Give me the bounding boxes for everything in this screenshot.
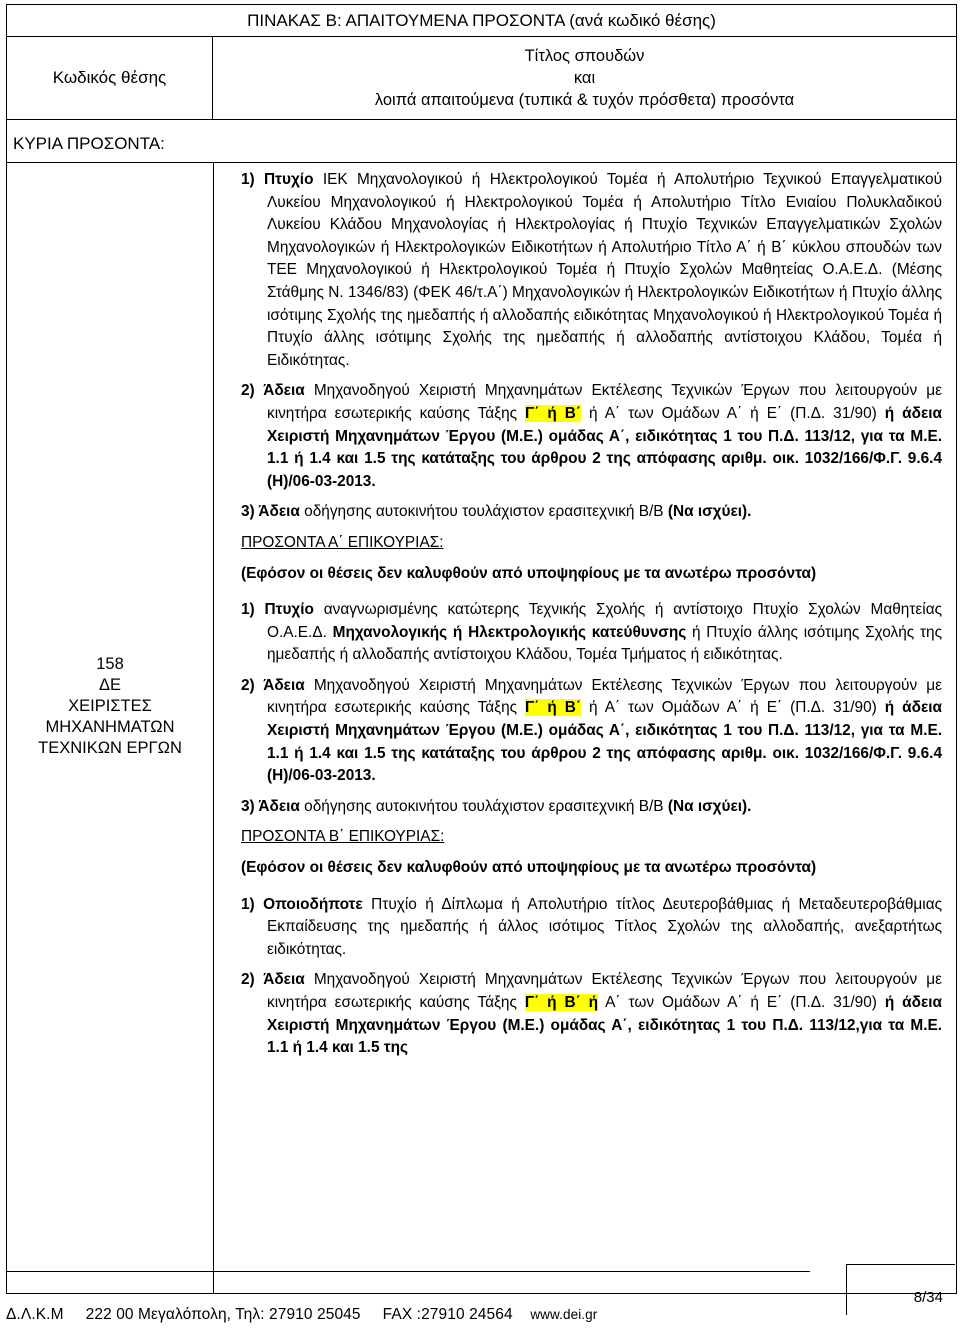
page-number-box	[846, 1264, 955, 1315]
position-name-3: ΤΕΧΝΙΚΩΝ ΕΡΓΩΝ	[38, 738, 182, 757]
position-name-1: ΧΕΙΡΙΣΤΕΣ	[68, 696, 152, 715]
aux-a-item-3: 3) Άδεια οδήγησης αυτοκινήτου τουλάχιστον ερασιτεχνική Β/Β (Να ισχύει).	[241, 797, 752, 815]
column-divider	[213, 163, 214, 1293]
main-item-1: 1) Πτυχίο ΙΕΚ Μηχανολογικού ή Ηλεκτρολογικού Τομέα ή Απολυτήριο Τεχνικού Επαγγελματικού Λυκείου Μηχανολογικού ή Ηλεκτρολογικού Τομέα ή Απολυτήριο Τίτλο Ενιαίου Πολυκλαδικού Λυκείου Κλάδου Μηχανολογίας ή Ηλεκτρολογίας ή Πτυχίο Τεχνικών Επαγγελματικών Σχολών Μηχανολογικών ή Ηλεκτρολογικών Ειδικοτήτων ή Απολυτήριο Τίτλο Α΄ ή Β΄ κύκλου σπουδών των ΤΕΕ Μηχανολογικού ή Ηλεκτρολογικού Τομέα ή Πτυχίο Σχολών Μαθητείας Ο.Α.Ε.Δ. (Μέσης Στάθμης Ν. 1346/83) (ΦΕΚ 46/τ.Α΄) Μηχανολογικών ή Ηλεκτρολογικών Ειδικοτήτων ή Πτυχίο άλλης ισότιμης Σχολής της ημεδαπής ή αλλοδαπής ειδικότητας Μηχανολογικού ή Ηλεκτρολογικού Τομέα ή Πτυχίο άλλης ισότιμης Σχολής της ημεδαπής ή αλλοδαπής αντίστοιχου Κλάδου, Τομέα ή Ειδικότητας.	[241, 171, 943, 369]
main-item-2: 2) Άδεια Μηχανοδηγού Χειριστή Μηχανημάτων Εκτέλεσης Τεχνικών Έργων που λειτουργούν με κινητήρα εσωτερικής καύσης Τάξης Γ΄ ή Β΄ ή Α΄ των Ομάδων Α΄ ή Ε΄ (Π.Δ. 31/90) ή άδεια Χειριστή Μηχανημάτων Έργου (Μ.Ε.) ομάδας Α΄, ειδικότητας 1 του Π.Δ. 113/12, για τα Μ.Ε. 1.1 ή 1.4 και 1.5 της κατάταξης του άρθρου 2 της απόφασης αριθμ. οικ. 1032/166/Φ.Γ. 9.6.4 (Η)/06-03-2013.	[241, 382, 943, 490]
aux-b-note: (Εφόσον οι θέσεις δεν καλυφθούν από υποψηφίους με τα ανωτέρω προσόντα)	[241, 859, 817, 877]
main-qualifications-label: ΚΥΡΙΑ ΠΡΟΣΟΝΤΑ:	[7, 120, 957, 163]
footer-rule	[6, 1271, 810, 1272]
column-header-code: Κωδικός θέσης	[7, 37, 213, 120]
aux-a-note: (Εφόσον οι θέσεις δεν καλυφθούν από υποψηφίους με τα ανωτέρω προσόντα)	[241, 564, 817, 582]
footer	[6, 1306, 597, 1324]
body-cell	[7, 163, 957, 1294]
page-number: 8/34	[913, 1289, 943, 1306]
footer-org: Δ.Λ.Κ.Μ	[6, 1306, 64, 1323]
qualifications-table	[6, 4, 957, 1294]
main-item-3: 3) Άδεια οδήγησης αυτοκινήτου τουλάχιστον ερασιτεχνική Β/Β (Να ισχύει).	[241, 503, 752, 521]
column-header-qualifications: Τίτλος σπουδών και λοιπά απαιτούμενα (τυπικά & τυχόν πρόσθετα) προσόντα	[213, 37, 957, 120]
aux-b-heading: ΠΡΟΣΟΝΤΑ Β΄ ΕΠΙΚΟΥΡΙΑΣ:	[241, 828, 445, 846]
aux-b-item-1: 1) Οποιοδήποτε Πτυχίο ή Δίπλωμα ή Απολυτήριο τίτλος Δευτεροβάθμιας ή Μεταδευτεροβάθμιας Εκπαίδευσης της ημεδαπής ή άλλος ισότιμος Τίτλος Σχολών της αλλοδαπής, ανεξαρτήτως ειδικότητας.	[241, 895, 943, 958]
footer-address: 222 00 Μεγαλόπολη, Τηλ: 27910 25045	[85, 1306, 361, 1323]
position-code-cell	[7, 163, 213, 1293]
position-code: 158	[96, 654, 124, 673]
aux-b-item-2: 2) Άδεια Μηχανοδηγού Χειριστή Μηχανημάτων Εκτέλεσης Τεχνικών Έργων που λειτουργούν με κινητήρα εσωτερικής καύσης Τάξης Γ΄ ή Β΄ ή Α΄ των Ομάδων Α΄ ή Ε΄ (Π.Δ. 31/90) ή άδεια Χειριστή Μηχανημάτων Έργου (Μ.Ε.) ομάδας Α΄, ειδικότητας 1 του Π.Δ. 113/12,για τα Μ.Ε. 1.1 ή 1.4 και 1.5 της	[241, 971, 943, 1057]
aux-a-heading: ΠΡΟΣΟΝΤΑ Α΄ ΕΠΙΚΟΥΡΙΑΣ:	[241, 533, 444, 551]
footer-fax: FAX :27910 24564	[382, 1306, 513, 1323]
position-level: ΔΕ	[98, 675, 122, 694]
footer-website-link[interactable]: www.dei.gr	[530, 1307, 598, 1322]
aux-a-item-2: 2) Άδεια Μηχανοδηγού Χειριστή Μηχανημάτων Εκτέλεσης Τεχνικών Έργων που λειτουργούν με κινητήρα εσωτερικής καύσης Τάξης Γ΄ ή Β΄ ή Α΄ των Ομάδων Α΄ ή Ε΄ (Π.Δ. 31/90) ή άδεια Χειριστή Μηχανημάτων Έργου (Μ.Ε.) ομάδας Α΄, ειδικότητας 1 του Π.Δ. 113/12, για τα Μ.Ε. 1.1 ή 1.4 και 1.5 της κατάταξης του άρθρου 2 της απόφασης αριθμ. οικ. 1032/166/Φ.Γ. 9.6.4 (Η)/06-03-2013.	[241, 676, 943, 785]
position-name-2: ΜΗΧΑΝΗΜΑΤΩΝ	[45, 717, 175, 736]
table-title: ΠΙΝΑΚΑΣ Β: ΑΠΑΙΤΟΥΜΕΝΑ ΠΡΟΣΟΝΤΑ (ανά κωδικό θέσης)	[7, 5, 957, 37]
aux-a-item-1: 1) Πτυχίο αναγνωρισμένης κατώτερης Τεχνικής Σχολής ή αντίστοιχο Πτυχίο Σχολών Μαθητείας Ο.Α.Ε.Δ. Μηχανολογικής ή Ηλεκτρολογικής κατεύθυνσης ή Πτυχίο άλλης ισότιμης Σχολής της ημεδαπής ή αλλοδαπής αντίστοιχου Κλάδου, Τομέα Τμήματος ή ειδικότητας.	[241, 601, 943, 664]
